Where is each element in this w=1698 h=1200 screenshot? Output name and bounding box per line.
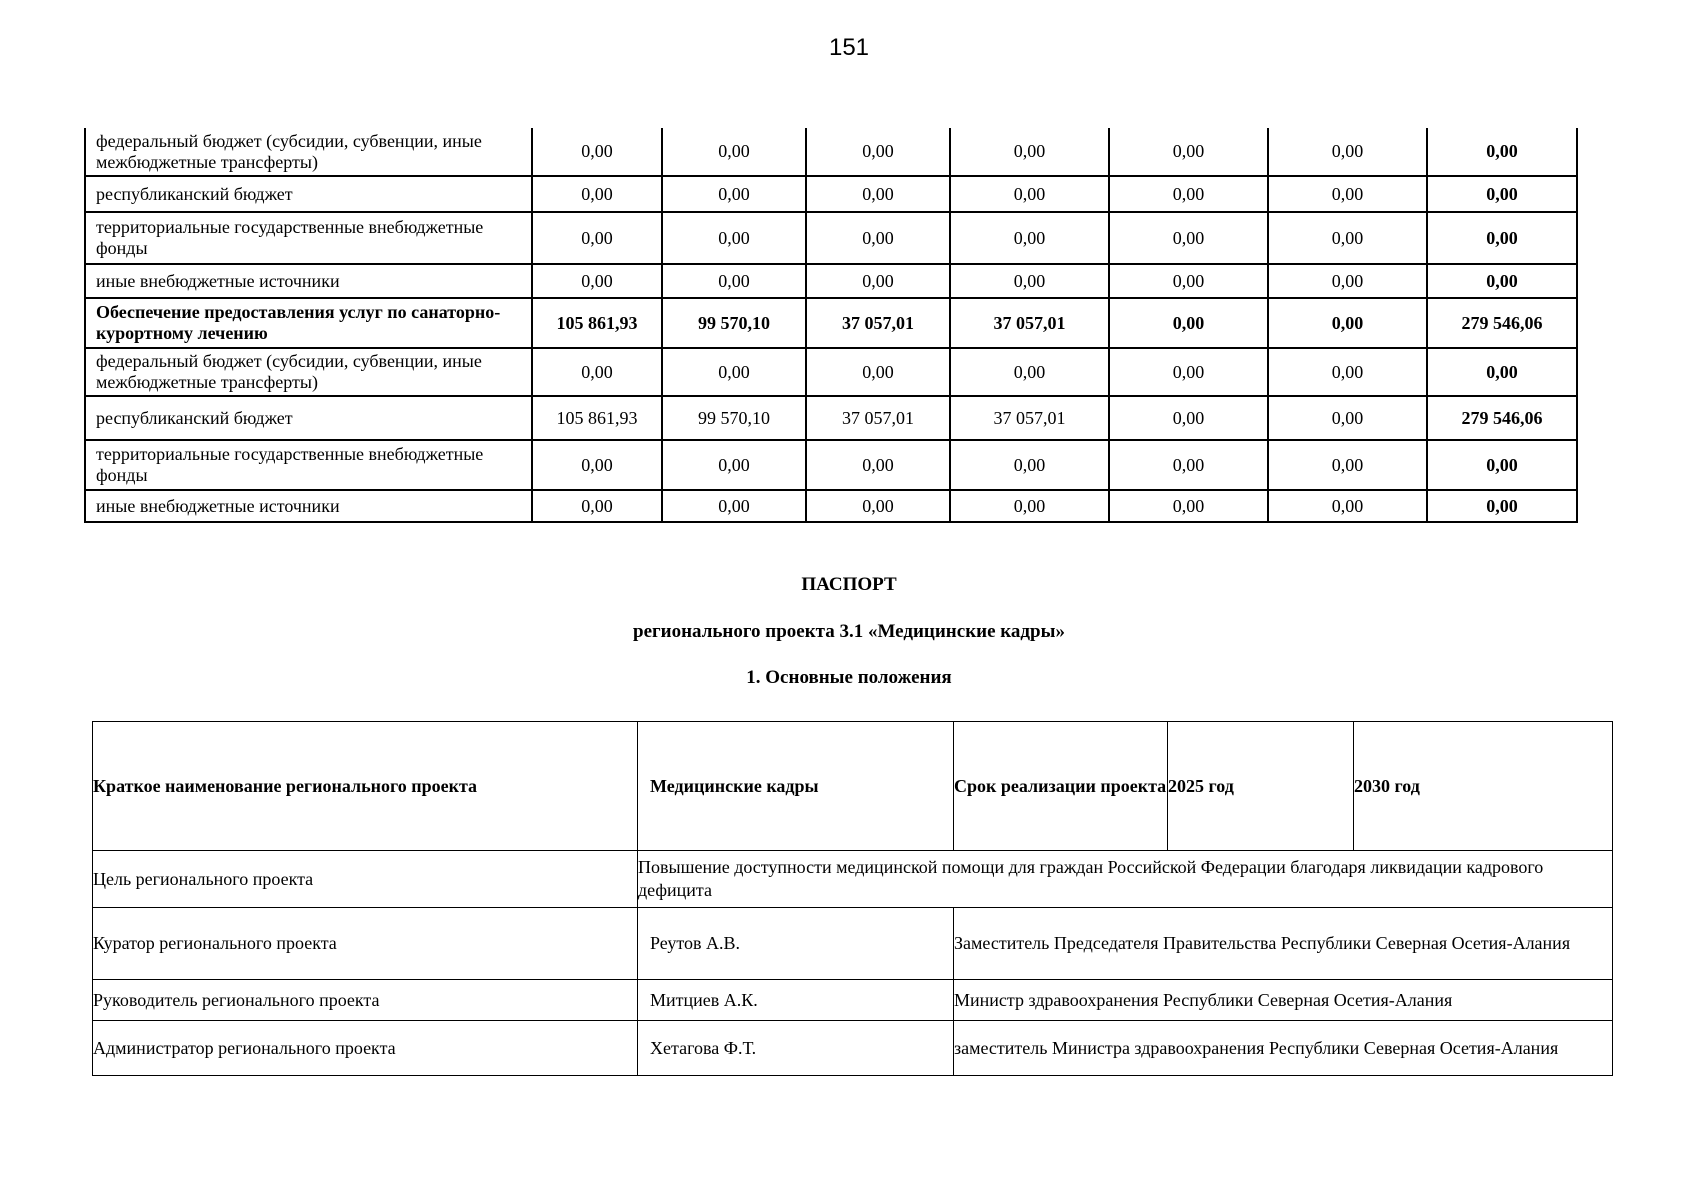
budget-value-cell: 0,00 <box>950 348 1109 396</box>
administrator-row <box>93 1021 1613 1076</box>
goal-value: Повышение доступности медицинской помощи для граждан Российской Федерации благодаря ликвидации кадрового дефицита <box>638 851 1613 908</box>
curator-label: Куратор регионального проекта <box>93 908 638 980</box>
goal-row <box>93 851 1613 908</box>
budget-value-cell: 0,00 <box>806 176 950 212</box>
budget-value-cell: 0,00 <box>532 348 662 396</box>
budget-value-cell: 0,00 <box>806 128 950 176</box>
passport-table <box>92 721 1613 1076</box>
budget-total-cell: 0,00 <box>1427 212 1577 264</box>
passport-subtitle: регионального проекта 3.1 «Медицинские кадры» <box>633 621 1065 642</box>
budget-value-cell: 0,00 <box>806 348 950 396</box>
section-title: 1. Основные положения <box>746 667 952 688</box>
goal-label: Цель регионального проекта <box>93 851 638 908</box>
budget-value-cell: 37 057,01 <box>950 396 1109 440</box>
budget-value-cell: 0,00 <box>1109 348 1268 396</box>
budget-row <box>85 128 1577 176</box>
budget-value-cell: 0,00 <box>662 176 806 212</box>
budget-value-cell: 0,00 <box>532 490 662 522</box>
budget-total-cell: 0,00 <box>1427 128 1577 176</box>
budget-row <box>85 212 1577 264</box>
budget-value-cell: 37 057,01 <box>806 396 950 440</box>
budget-row <box>85 298 1577 348</box>
budget-value-cell: 37 057,01 <box>806 298 950 348</box>
budget-value-cell: 0,00 <box>1109 396 1268 440</box>
budget-value-cell: 37 057,01 <box>950 298 1109 348</box>
budget-value-cell: 0,00 <box>1109 490 1268 522</box>
passport-header-row <box>93 722 1613 851</box>
budget-row-label: республиканский бюджет <box>85 396 532 440</box>
budget-value-cell: 0,00 <box>950 176 1109 212</box>
budget-total-cell: 0,00 <box>1427 440 1577 490</box>
budget-value-cell: 0,00 <box>1109 212 1268 264</box>
budget-value-cell: 99 570,10 <box>662 298 806 348</box>
budget-value-cell: 0,00 <box>1268 128 1427 176</box>
budget-row-label: территориальные государственные внебюджетные фонды <box>85 212 532 264</box>
head-position: Министр здравоохранения Республики Северная Осетия-Алания <box>954 980 1613 1021</box>
budget-value-cell: 0,00 <box>1268 176 1427 212</box>
budget-value-cell: 0,00 <box>532 128 662 176</box>
budget-value-cell: 0,00 <box>1268 264 1427 298</box>
budget-value-cell: 0,00 <box>662 264 806 298</box>
budget-value-cell: 99 570,10 <box>662 396 806 440</box>
budget-value-cell: 0,00 <box>1268 212 1427 264</box>
curator-row <box>93 908 1613 980</box>
budget-value-cell: 0,00 <box>950 212 1109 264</box>
budget-total-cell: 279 546,06 <box>1427 396 1577 440</box>
budget-value-cell: 0,00 <box>1109 298 1268 348</box>
budget-value-cell: 0,00 <box>1268 298 1427 348</box>
budget-row-label: Обеспечение предоставления услуг по санаторно-курортному лечению <box>85 298 532 348</box>
budget-value-cell: 0,00 <box>1109 264 1268 298</box>
budget-value-cell: 0,00 <box>532 264 662 298</box>
budget-total-cell: 279 546,06 <box>1427 298 1577 348</box>
budget-value-cell: 0,00 <box>1268 490 1427 522</box>
budget-value-cell: 0,00 <box>950 264 1109 298</box>
budget-value-cell: 0,00 <box>1268 396 1427 440</box>
budget-value-cell: 0,00 <box>662 440 806 490</box>
administrator-label: Администратор регионального проекта <box>93 1021 638 1076</box>
budget-value-cell: 0,00 <box>532 212 662 264</box>
budget-value-cell: 0,00 <box>662 348 806 396</box>
curator-position: Заместитель Председателя Правительства Республики Северная Осетия-Алания <box>954 908 1613 980</box>
budget-value-cell: 105 861,93 <box>532 396 662 440</box>
budget-value-cell: 0,00 <box>950 128 1109 176</box>
term-label: Срок реализации проекта <box>954 722 1168 851</box>
budget-row-label: республиканский бюджет <box>85 176 532 212</box>
start-year: 2025 год <box>1168 722 1354 851</box>
budget-row <box>85 396 1577 440</box>
budget-total-cell: 0,00 <box>1427 176 1577 212</box>
budget-row <box>85 348 1577 396</box>
budget-total-cell: 0,00 <box>1427 264 1577 298</box>
page-number: 151 <box>828 34 870 61</box>
passport-title: ПАСПОРТ <box>801 574 897 595</box>
budget-value-cell: 0,00 <box>806 212 950 264</box>
budget-value-cell: 0,00 <box>532 176 662 212</box>
budget-value-cell: 0,00 <box>950 490 1109 522</box>
administrator-name: Хетагова Ф.Т. <box>638 1021 954 1076</box>
budget-value-cell: 0,00 <box>532 440 662 490</box>
budget-table <box>84 128 1578 523</box>
budget-row-label: иные внебюджетные источники <box>85 490 532 522</box>
budget-value-cell: 0,00 <box>806 440 950 490</box>
budget-value-cell: 0,00 <box>1109 128 1268 176</box>
budget-row-label: иные внебюджетные источники <box>85 264 532 298</box>
head-name: Митциев А.К. <box>638 980 954 1021</box>
short-name-value: Медицинские кадры <box>638 722 954 851</box>
budget-row <box>85 490 1577 522</box>
budget-total-cell: 0,00 <box>1427 348 1577 396</box>
budget-value-cell: 105 861,93 <box>532 298 662 348</box>
budget-row <box>85 264 1577 298</box>
budget-row-label: федеральный бюджет (субсидии, субвенции, иные межбюджетные трансферты) <box>85 348 532 396</box>
budget-value-cell: 0,00 <box>950 440 1109 490</box>
head-row <box>93 980 1613 1021</box>
budget-row <box>85 176 1577 212</box>
head-label: Руководитель регионального проекта <box>93 980 638 1021</box>
budget-value-cell: 0,00 <box>1268 440 1427 490</box>
budget-value-cell: 0,00 <box>1109 176 1268 212</box>
budget-value-cell: 0,00 <box>1268 348 1427 396</box>
curator-name: Реутов А.В. <box>638 908 954 980</box>
budget-row-label: территориальные государственные внебюджетные фонды <box>85 440 532 490</box>
short-name-label: Краткое наименование регионального проекта <box>93 722 638 851</box>
budget-value-cell: 0,00 <box>662 490 806 522</box>
administrator-position: заместитель Министра здравоохранения Республики Северная Осетия-Алания <box>954 1021 1613 1076</box>
budget-value-cell: 0,00 <box>806 264 950 298</box>
budget-value-cell: 0,00 <box>1109 440 1268 490</box>
budget-value-cell: 0,00 <box>806 490 950 522</box>
budget-value-cell: 0,00 <box>662 212 806 264</box>
budget-row <box>85 440 1577 490</box>
budget-row-label: федеральный бюджет (субсидии, субвенции, иные межбюджетные трансферты) <box>85 128 532 176</box>
budget-total-cell: 0,00 <box>1427 490 1577 522</box>
end-year: 2030 год <box>1354 722 1613 851</box>
budget-value-cell: 0,00 <box>662 128 806 176</box>
